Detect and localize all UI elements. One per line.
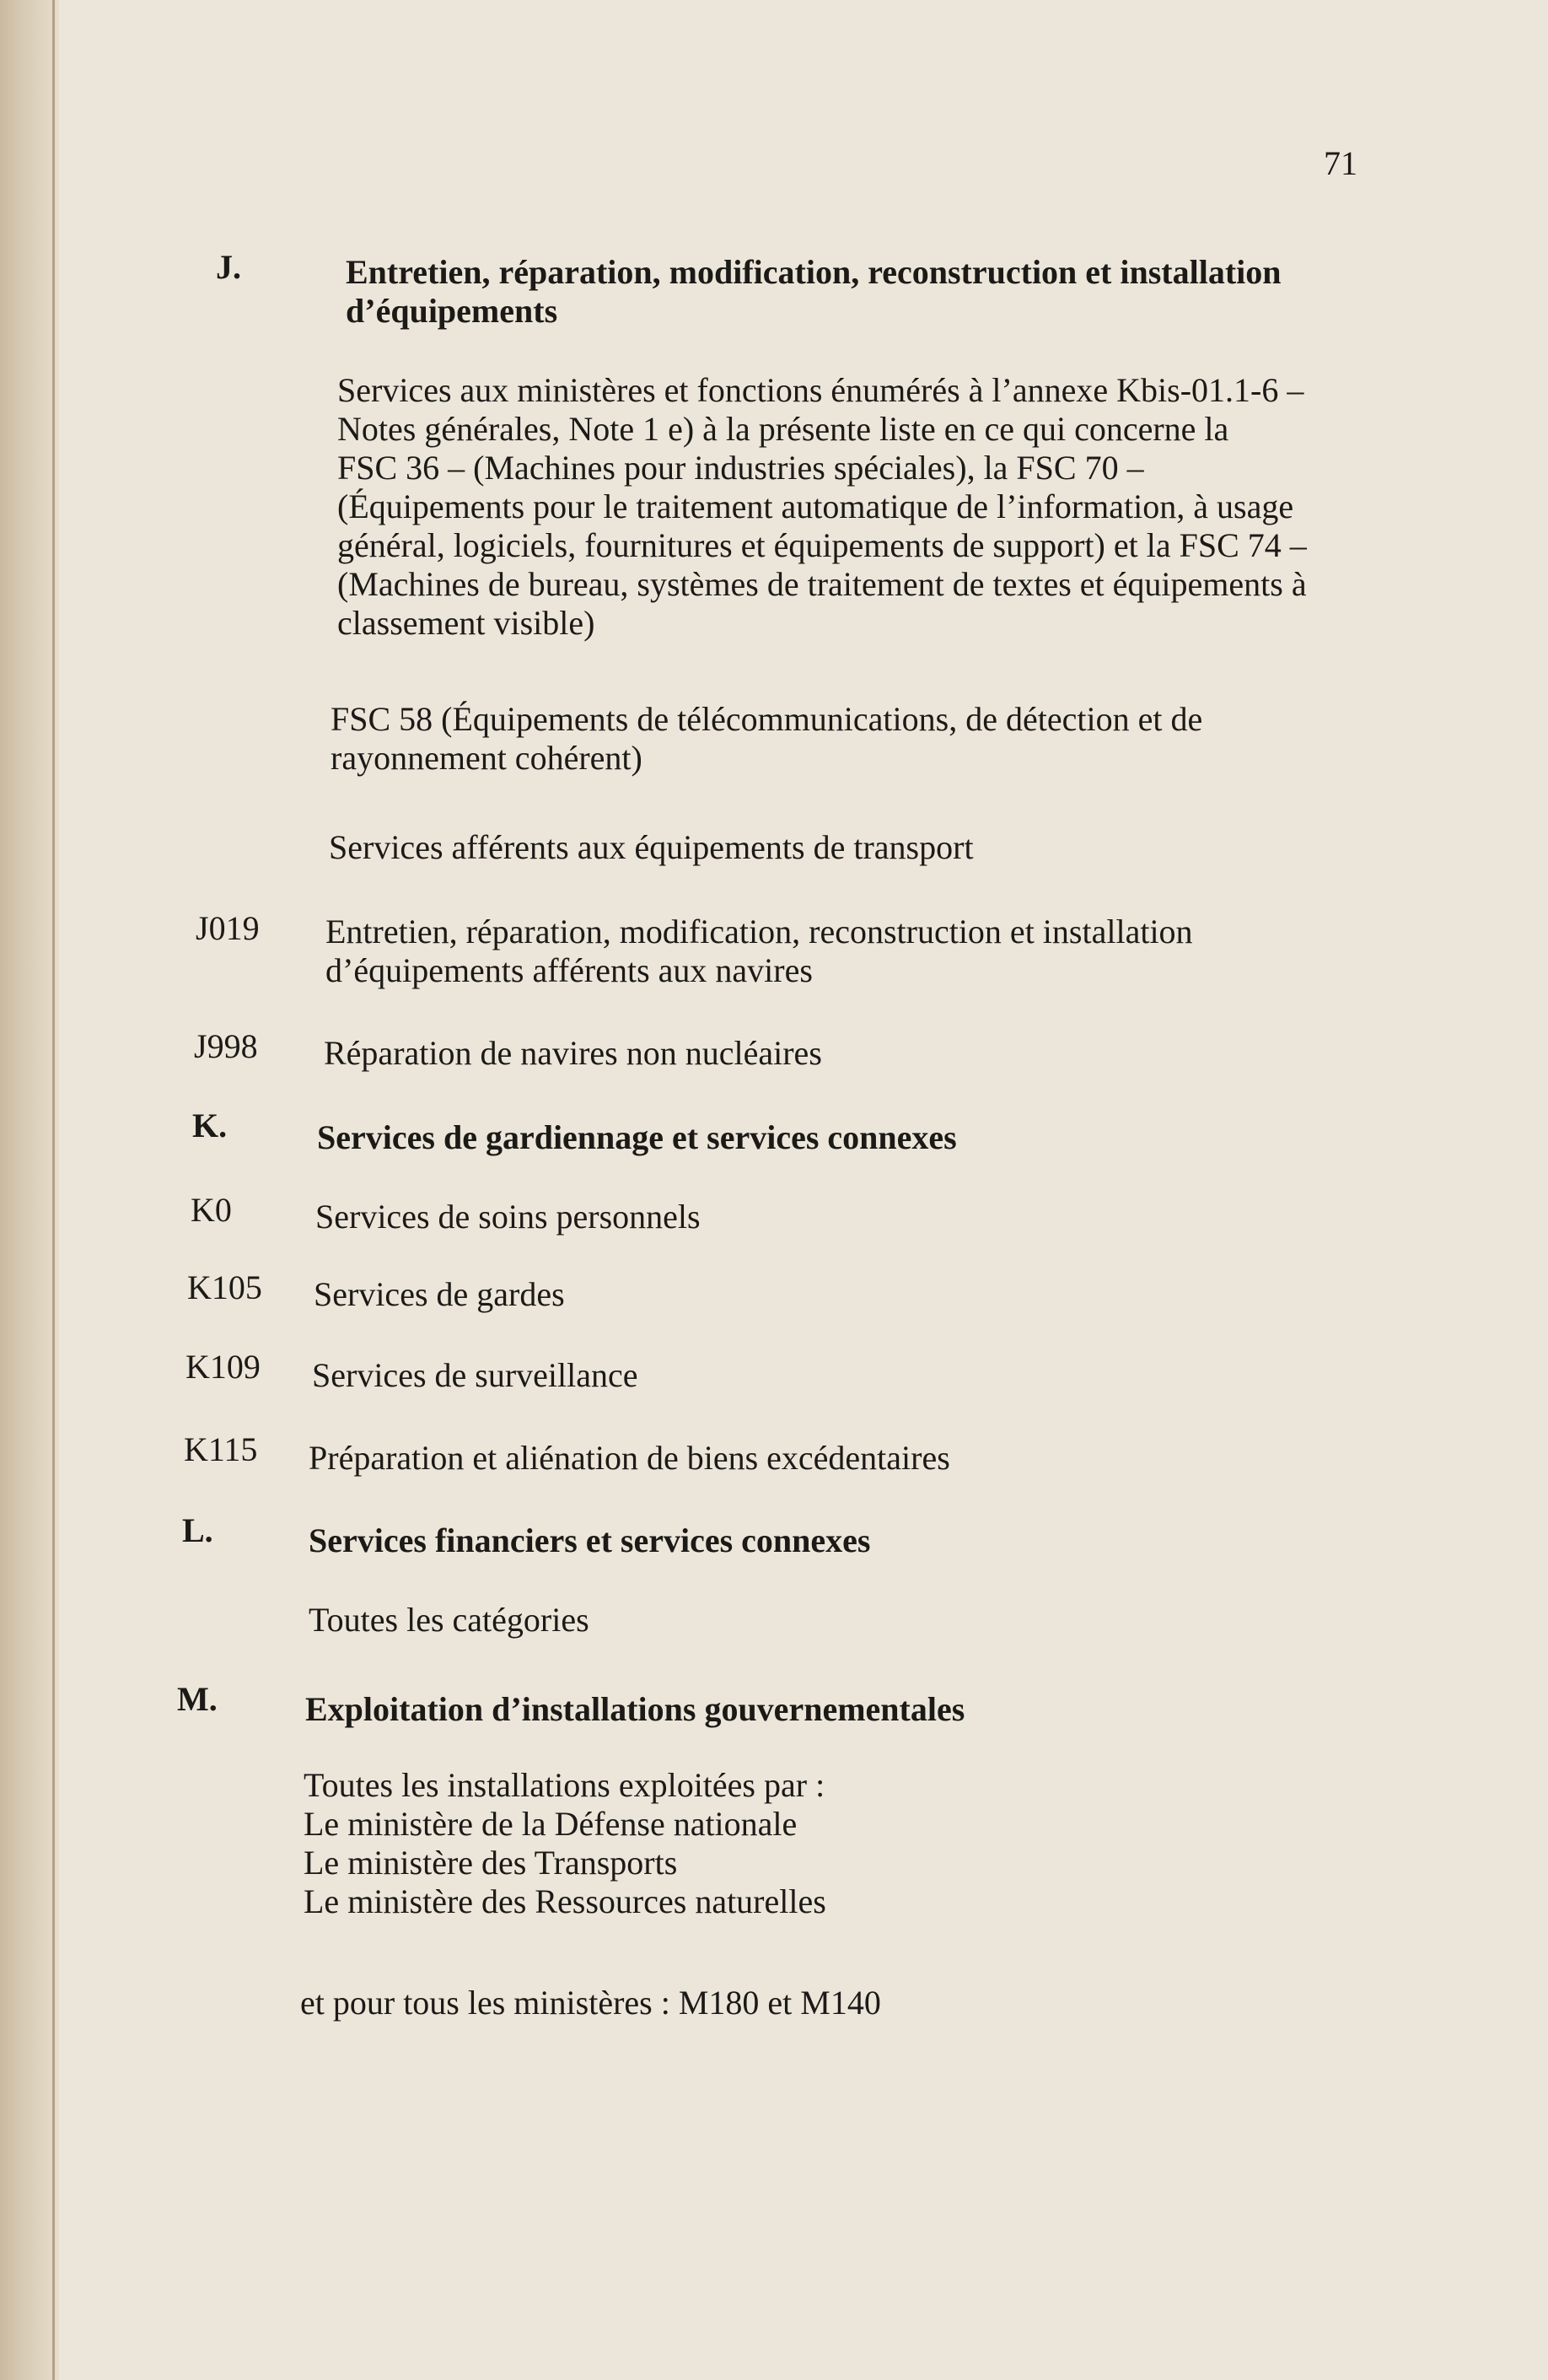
section-code-j: J. <box>216 248 241 286</box>
item-code: K115 <box>184 1430 258 1468</box>
item-text: Services de gardes <box>314 1275 565 1313</box>
item-text: Réparation de navires non nucléaires <box>324 1034 822 1072</box>
section-code-k: K. <box>192 1107 228 1144</box>
section-title-l: Services financiers et services connexes <box>309 1521 871 1559</box>
section-j-paragraph-2: FSC 58 (Équipements de télécommunications, de détection et de rayonnement cohérent) <box>331 700 1203 777</box>
section-title-k: Services de gardiennage et services connexes <box>317 1118 957 1156</box>
item-code: K0 <box>191 1191 232 1229</box>
page-number: 71 <box>1324 144 1357 182</box>
section-m-paragraph-1: Toutes les installations exploitées par : Le ministère de la Défense nationale Le ministère des Transports Le ministère des Ressources naturelles <box>304 1766 826 1920</box>
section-m-paragraph-2: et pour tous les ministères : M180 et M140 <box>300 1984 881 2022</box>
item-code: K105 <box>187 1268 262 1306</box>
item-text: Entretien, réparation, modification, reconstruction et installation d’équipements afférents aux navires <box>325 913 1193 989</box>
item-text: Services de surveillance <box>312 1356 638 1394</box>
section-l-paragraph-1: Toutes les catégories <box>309 1601 589 1639</box>
section-code-l: L. <box>182 1511 213 1549</box>
section-code-m: M. <box>177 1680 218 1718</box>
page-binding-edge <box>52 0 55 2380</box>
section-j-paragraph-1: Services aux ministères et fonctions énumérés à l’annexe Kbis-01.1-6 – Notes générales, Note 1 e) à la présente liste en ce qui concerne la FSC 36 – (Machines pour industries spéciales), la FSC 70 – (Équipements pour le traitement automatique de l’information, à usage général, logiciels, fournitures et équipements de support) et la FSC 74 – (Machines de bureau, systèmes de traitement de textes et équipements à classement visible) <box>337 371 1307 642</box>
item-code: J998 <box>194 1027 258 1065</box>
page-binding-shadow <box>0 0 59 2380</box>
item-text: Préparation et aliénation de biens excédentaires <box>309 1439 950 1477</box>
item-code: K109 <box>185 1348 261 1386</box>
section-title-m: Exploitation d’installations gouvernementales <box>305 1690 965 1728</box>
item-code: J019 <box>196 909 260 947</box>
section-j-paragraph-3: Services afférents aux équipements de transport <box>329 828 974 866</box>
section-title-j: Entretien, réparation, modification, reconstruction et installation d’équipements <box>346 253 1282 330</box>
item-text: Services de soins personnels <box>315 1198 701 1236</box>
